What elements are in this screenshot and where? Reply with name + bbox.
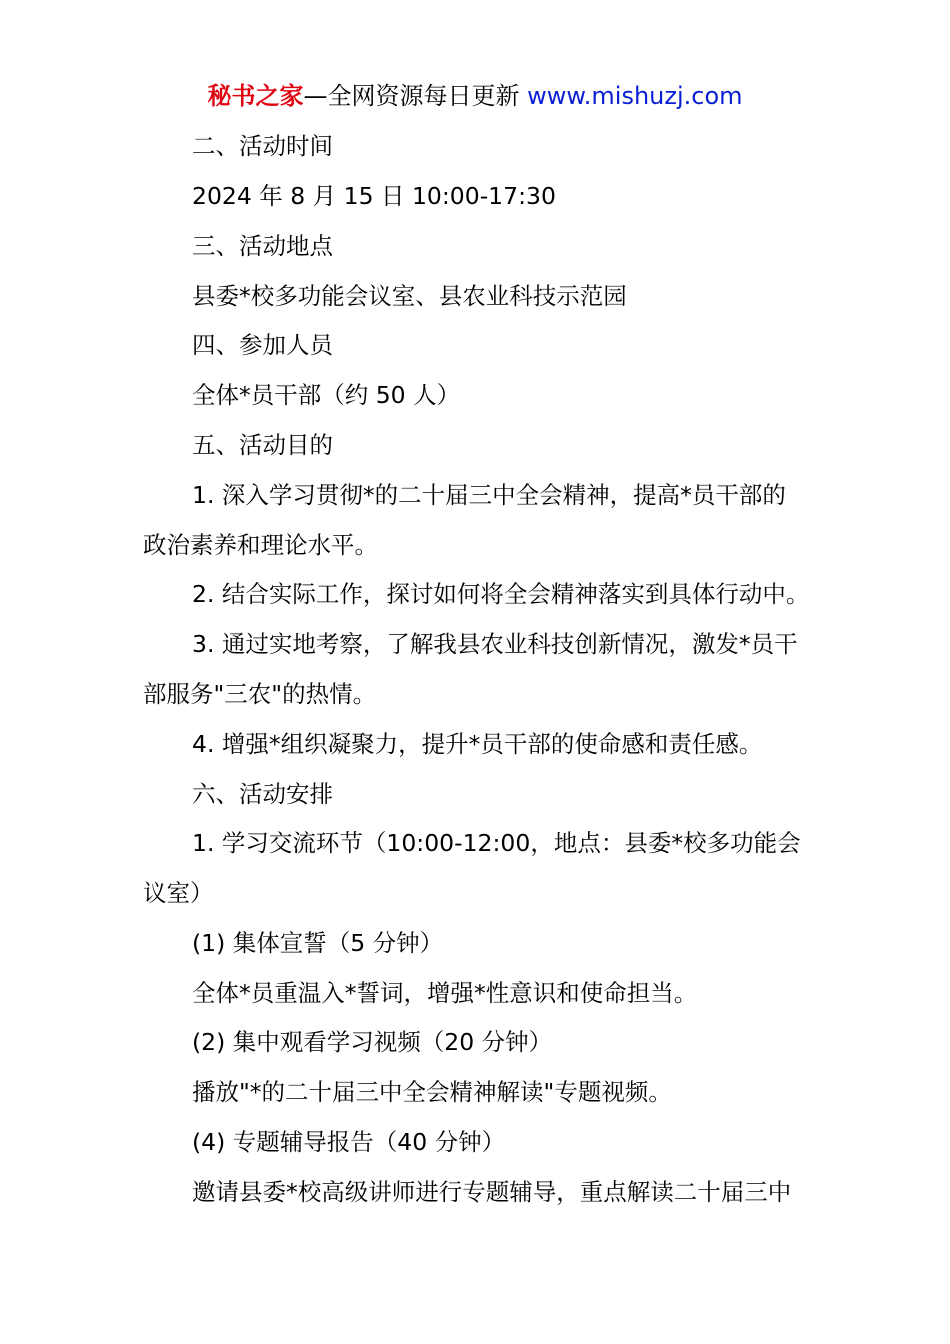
activity-time-text: 2024 年 8 月 15 日 10:00-17:30: [192, 182, 556, 210]
section-heading-participants: 四、参加人员: [192, 331, 333, 359]
schedule-subitem-4: (4) 专题辅导报告（40 分钟）: [192, 1128, 506, 1156]
section-heading-location: 三、活动地点: [192, 232, 333, 260]
section-heading-time: 二、活动时间: [192, 132, 333, 160]
purpose-item-3-cont: 部服务"三农"的热情。: [143, 680, 377, 708]
schedule-subitem-1-desc: 全体*员重温入*誓词，增强*性意识和使命担当。: [192, 979, 698, 1007]
purpose-item-4: 4. 增强*组织凝聚力，提升*员干部的使命感和责任感。: [192, 730, 763, 758]
purpose-item-2: 2. 结合实际工作，探讨如何将全会精神落实到具体行动中。: [192, 580, 810, 608]
schedule-item-1-cont: 议室）: [143, 879, 214, 907]
purpose-item-1: 1. 深入学习贯彻*的二十届三中全会精神，提高*员干部的: [192, 481, 786, 509]
purpose-item-1-cont: 政治素养和理论水平。: [143, 531, 378, 559]
site-url-link[interactable]: www.mishuzj.com: [527, 82, 743, 110]
section-heading-purpose: 五、活动目的: [192, 431, 333, 459]
participants-text: 全体*员干部（约 50 人）: [192, 381, 461, 409]
header-slogan: —全网资源每日更新: [303, 82, 528, 110]
schedule-subitem-2: (2) 集中观看学习视频（20 分钟）: [192, 1028, 553, 1056]
brand-name: 秘书之家: [207, 82, 304, 110]
section-heading-schedule: 六、活动安排: [192, 780, 333, 808]
activity-location-text: 县委*校多功能会议室、县农业科技示范园: [192, 282, 627, 310]
schedule-subitem-1: (1) 集体宣誓（5 分钟）: [192, 929, 444, 957]
schedule-subitem-2-desc: 播放"*的二十届三中全会精神解读"专题视频。: [192, 1078, 672, 1106]
purpose-item-3: 3. 通过实地考察，了解我县农业科技创新情况，激发*员干: [192, 630, 798, 658]
schedule-item-1: 1. 学习交流环节（10:00-12:00，地点：县委*校多功能会: [192, 829, 801, 857]
schedule-subitem-4-desc: 邀请县委*校高级讲师进行专题辅导，重点解读二十届三中: [192, 1178, 792, 1206]
site-header: [0, 78, 950, 114]
